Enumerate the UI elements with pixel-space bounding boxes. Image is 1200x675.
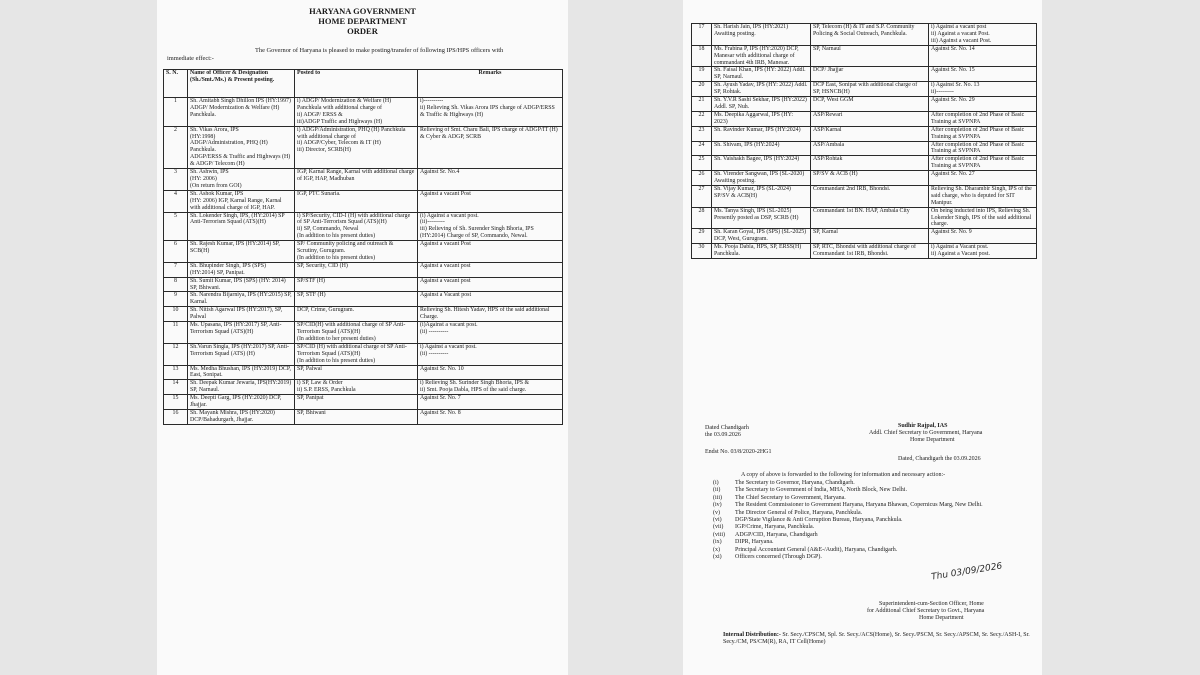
cell-sn: 8	[164, 277, 188, 292]
cell-officer: Ms. Upasana, IPS (HY:2017) SP, Anti-Terrorism Squad (ATS)(H)	[188, 322, 295, 344]
cell-officer: Sh. Virender Sangwan, IPS (SL-2020) Awaiting posting.	[712, 171, 811, 186]
cell-officer: Sh. Amitabh Singh Dhillon IPS (HY:1997) ADGP/ Modernization & Welfare (H) Panchkula.	[188, 98, 295, 127]
cell-posted: i) SP, Law & Order ii) S.P. ERSS, Panchkula	[295, 380, 418, 395]
list-item-text: The Chief Secretary to Government, Haryana.	[735, 494, 846, 501]
cell-posted: ASP/Ambala	[811, 141, 929, 156]
cell-remarks: Against a vacant Post	[418, 241, 563, 263]
cell-remarks: Against Sr. No. 8	[418, 409, 563, 424]
table-row	[164, 277, 563, 292]
list-item-number: (ii)	[713, 487, 721, 494]
cell-officer: Sh. Deepak Kumar Jewaria, IPS(HY:2019) SP, Narnaul.	[188, 380, 295, 395]
cell-posted: SP, Bhiwani	[295, 409, 418, 424]
list-item-number: (iv)	[713, 502, 722, 509]
cell-posted: SP, Palwal	[295, 365, 418, 380]
cell-sn: 23	[692, 126, 712, 141]
cell-posted: ASP/Karnal	[811, 126, 929, 141]
copy-intro: A copy of above is forwarded to the following for information and necessary action:-	[741, 472, 946, 478]
cell-remarks: After completion of 2nd Phase of Basic Training at SVPNPA	[929, 111, 1037, 126]
cell-sn: 24	[692, 141, 712, 156]
cell-sn: 5	[164, 212, 188, 241]
cell-officer: Ms. Deepika Aggarwal, IPS (HY: 2023)	[712, 111, 811, 126]
list-item	[713, 547, 1033, 554]
table-row	[692, 185, 1037, 207]
cell-remarks: Relieving Sh. Dharambir Singh, IPS of the said charge, who is deputed for SIT Manipur.	[929, 185, 1037, 207]
cell-posted: i) SP/Security, CID-I (H) with additional charge of SP Anti-Terrorism Squad (ATS)(H) ii) SP, Commando, Newal (In addition to his present duties)	[295, 212, 418, 241]
cell-remarks: Against Sr. No. 27	[929, 171, 1037, 186]
right-margin	[1042, 0, 1200, 675]
table-row	[692, 141, 1037, 156]
cell-sn: 16	[164, 409, 188, 424]
list-item-number: (v)	[713, 509, 720, 516]
table-row	[164, 169, 563, 191]
cell-sn: 9	[164, 292, 188, 307]
list-item	[713, 510, 1033, 517]
table-row	[164, 262, 563, 277]
table-row	[692, 67, 1037, 82]
list-item	[713, 524, 1033, 531]
cell-remarks: (i)Against a vacant post. (ii) ----------	[418, 322, 563, 344]
cell-sn: 10	[164, 307, 188, 322]
cell-posted: Commandant 1st BN. HAP, Ambala City	[811, 207, 929, 229]
list-item-text: The Secretary to Government of India, MHA, North Block, New Delhi.	[735, 487, 907, 494]
cell-posted: SP, RTC, Bhondsi with additional charge of Commandant 1st IRB, Bhondsi.	[811, 244, 929, 259]
order-page-1	[157, 0, 568, 675]
list-item	[713, 532, 1033, 539]
list-item-number: (i)	[713, 480, 719, 486]
list-item-text: DGP/State Vigilance & Anti Corruption Bureau, Haryana, Panchkula.	[735, 517, 903, 524]
header-department: HOME DEPARTMENT	[318, 16, 407, 26]
internal-distribution-text: Sr. Secy./CPSCM, Spl. Sr. Secy./ACS(Home), Sr. Secy./PSCM, Sr. Secy./APSCM, Sr. Secy./ASH-I, Sr. Secy./CM, PS/CM(R), RA, IT Cell(Home)	[723, 632, 1030, 646]
cell-officer: Sh. Ashwin, IPS (HY: 2006) (On return from GOI)	[188, 169, 295, 191]
table-row	[164, 212, 563, 241]
list-item	[713, 554, 1033, 561]
cell-officer: Sh. Sumit Kumar, IPS (SPS) (HY: 2014) SP, Bhiwani.	[188, 277, 295, 292]
cell-remarks: After completion of 2nd Phase of Basic Training at SVPNPA	[929, 141, 1037, 156]
table-row	[164, 395, 563, 410]
list-item	[713, 495, 1033, 502]
cell-sn: 22	[692, 111, 712, 126]
cell-remarks: Against a vacant post	[418, 262, 563, 277]
intro-line-2: immediate effect:-	[167, 55, 214, 62]
table-row	[164, 365, 563, 380]
cell-posted: DCP, Crime, Gurugram.	[295, 307, 418, 322]
cell-officer: Sh. Vaishakh Bagee, IPS (HY:2024)	[712, 156, 811, 171]
cell-remarks: Against a vacant post	[418, 277, 563, 292]
list-item-number: (viii)	[713, 531, 725, 538]
cell-sn: 30	[692, 244, 712, 259]
internal-distribution-label: Internal Distribution:-	[723, 632, 781, 638]
left-margin	[0, 0, 157, 675]
superintendent-line-3: Home Department	[919, 615, 964, 621]
header-order: ORDER	[347, 26, 378, 36]
order-page-2	[683, 0, 1042, 675]
cell-remarks: i) Against a vacant post ii) Against a vacant Post. iii) Against a vacant Post.	[929, 24, 1037, 46]
cell-posted: DCP, West GGM	[811, 97, 929, 112]
list-item-text: The Secretary to Governor, Haryana, Chandigarh.	[735, 480, 855, 486]
dated-date: the 03.09.2026	[705, 432, 741, 438]
cell-remarks: Relieving Sh. Hitesh Yadav, HPS of the said additional Charge.	[418, 307, 563, 322]
cell-officer: Sh. Ashok Kumar, IPS (HY: 2006) IGP, Karnal Range, Karnal with additional charge of IGP, HAP.	[188, 190, 295, 212]
intro-paragraph	[167, 47, 562, 63]
list-item-text: The Resident Commissioner to Government Haryana, Haryana Bhawan, Copernicus Marg, New Delhi.	[735, 502, 983, 509]
header-government: HARYANA GOVERNMENT	[309, 6, 416, 16]
cell-officer: Sh. Faisal Khan, IPS (HY: 2022) Addl. SP, Narnaul.	[712, 67, 811, 82]
cell-posted: SP, Telecom (H) & IT and S.P. Community Policing & Social Outreach, Panchkula.	[811, 24, 929, 46]
cell-remarks: i)---------- ii) Relieving Sh. Vikas Arora IPS charge of ADGP/ERSS & Traffic & Highways (H)	[418, 98, 563, 127]
table-row	[164, 292, 563, 307]
signatory-name: Sudhir Rajpal, IAS	[898, 423, 948, 429]
cell-remarks: Against Sr. No. 14	[929, 45, 1037, 67]
cell-officer: Sh. Nitish Agarwal IPS (HY:2017), SP, Palwal	[188, 307, 295, 322]
cell-officer: Sh. Narendra Bijarniya, IPS (HY:2015) SP, Karnal.	[188, 292, 295, 307]
cell-sn: 14	[164, 380, 188, 395]
list-item-number: (vii)	[713, 524, 724, 531]
cell-remarks: Against Sr. No. 7	[418, 395, 563, 410]
signatory-title-2: Home Department	[910, 437, 955, 443]
table-row	[164, 307, 563, 322]
cell-posted: DCP/ Jhajjar	[811, 67, 929, 82]
cell-posted: SP/SV & ACB (H)	[811, 171, 929, 186]
endorsement-number: Endst No. 03/8/2020-2HG1	[705, 449, 772, 455]
cell-officer: Sh. Y.V.R Sashi Sekhar, IPS (HY:2022) Addl. SP, Nuh.	[712, 97, 811, 112]
list-item-number: (ix)	[713, 539, 722, 546]
cell-sn: 4	[164, 190, 188, 212]
table-row	[692, 156, 1037, 171]
dated-place: Dated Chandigarh	[705, 425, 749, 431]
cell-sn: 20	[692, 82, 712, 97]
cell-officer: Sh. Vijay Kumar, IPS (SL-2024) SP/SV & ACB(H)	[712, 185, 811, 207]
cell-officer: Ms. Deepti Garg, IPS (HY:2020) DCP, Jhajjar.	[188, 395, 295, 410]
cell-officer: Sh. Bhupinder Singh, IPS (SPS) (HY:2014) SP, Panipat.	[188, 262, 295, 277]
cell-officer: Ms. Frabina P, IPS (HY:2020) DCP, Manesar with additional charge of commandant 4th IRB, Manesar.	[712, 45, 811, 67]
cell-sn: 26	[692, 171, 712, 186]
cell-remarks: Relieving of Smt. Charu Bali, IPS charge of ADGP/IT (H) & Cyber & ADGP, SCRB	[418, 126, 563, 168]
superintendent-line-1: Superintendent-cum-Section Officer, Home	[879, 601, 984, 607]
table-row	[164, 241, 563, 263]
table-row	[692, 111, 1037, 126]
posting-table-page-2	[691, 23, 1037, 259]
cell-sn: 17	[692, 24, 712, 46]
list-item	[713, 502, 1033, 509]
list-item	[713, 487, 1033, 494]
list-item-text: The Director General of Police, Haryana, Panchkula.	[735, 509, 863, 516]
table-row	[692, 126, 1037, 141]
cell-sn: 15	[164, 395, 188, 410]
cell-posted: SP, Panipat	[295, 395, 418, 410]
cell-posted: SP/CID (H) with additional charge of SP Anti-Terrorism Squad (ATS)(H) (In addition to his present duties)	[295, 343, 418, 365]
col-header-officer: Name of Officer & Designation (Sh./Smt./Ms.) & Present posting.	[188, 70, 295, 98]
cell-remarks: Against Sr. No. 10	[418, 365, 563, 380]
cell-remarks: Against a vacant Post	[418, 190, 563, 212]
cell-remarks: Against Sr. No. 29	[929, 97, 1037, 112]
signatory-title-1: Addl. Chief Secretary to Government, Haryana	[869, 430, 983, 436]
cell-remarks: (i) Against a vacant post. (ii)--------- iii) Relieving of Sh. Surender Singh Bhoria, IPS (HY:2014) Charge of SP, Commando, Newal.	[418, 212, 563, 241]
cell-posted: i) ADGP/Administration, PHQ (H) Panchkula with additional charge of ii) ADGP/Cyber, Telecom & IT (H) iii) Director, SCRB(H)	[295, 126, 418, 168]
cell-sn: 28	[692, 207, 712, 229]
list-item-text: ADGP/CID, Haryana, Chandigarh	[735, 531, 818, 538]
cell-remarks: On being inducted into IPS, Relieving Sh. Lokender Singh, IPS of the said additional charge.	[929, 207, 1037, 229]
cell-sn: 21	[692, 97, 712, 112]
cell-sn: 25	[692, 156, 712, 171]
cell-officer: Ms. Tanya Singh, IPS (SL-2025) Presently posted as DSP, SCRB (H)	[712, 207, 811, 229]
cell-posted: SP, Narnaul	[811, 45, 929, 67]
cell-sn: 2	[164, 126, 188, 168]
cell-officer: Sh. Karan Goyal, IPS (SPS) (SL-2025) DCP, West, Gurugram.	[712, 229, 811, 244]
superintendent-line-2: for Additional Chief Secretary to Govt., Haryana	[867, 608, 985, 614]
cell-posted: i) ADGP/ Modernization & Welfare (H) Panchkula with additional charge of ii) ADGP/ ERSS & iii)ADGP Traffic and Highways (H)	[295, 98, 418, 127]
cell-sn: 12	[164, 343, 188, 365]
table-header-row	[164, 70, 563, 98]
list-item-number: (xi)	[713, 554, 722, 561]
table-row	[164, 190, 563, 212]
cell-officer: Sh. Shivam, IPS (HY:2024)	[712, 141, 811, 156]
cell-remarks: Against a Vacant post	[418, 292, 563, 307]
cell-posted: SP/STF (H)	[295, 277, 418, 292]
cell-sn: 13	[164, 365, 188, 380]
cell-officer: Sh.Varun Singla, IPS (HY:2017) SP, Anti-Terrorism Squad (ATS) (H)	[188, 343, 295, 365]
cell-officer: Sh. Ravinder Kumar, IPS (HY:2024)	[712, 126, 811, 141]
center-gap	[568, 0, 683, 675]
cell-posted: IGP, Karnal Range, Karnal with additional charge of IGP, HAP, Madhuban	[295, 169, 418, 191]
cell-officer: Sh. Rajesh Kumar, IPS (HY:2014) SP, SCB(H)	[188, 241, 295, 263]
cell-remarks: i) Against a vacant post. (ii) ----------	[418, 343, 563, 365]
list-item	[713, 517, 1033, 524]
table-row	[692, 82, 1037, 97]
table-row	[692, 207, 1037, 229]
cell-posted: SP/CID(H) with additional charge of SP Anti-Terrorism Squad (ATS)(H) (In addition to her present duties)	[295, 322, 418, 344]
list-item-number: (vi)	[713, 517, 722, 524]
cell-remarks: i) Against Sr. No. 13 ii)---------	[929, 82, 1037, 97]
col-header-sn: S. N.	[164, 70, 188, 98]
table-row	[164, 380, 563, 395]
cell-officer: Ms. Medha Bhushan, IPS (HY:2019) DCP, East, Sonipat.	[188, 365, 295, 380]
cell-remarks: Against Sr. No. 15	[929, 67, 1037, 82]
cell-officer: Sh. Mayank Mishra, IPS (HY:2020) DCP/Bahadurgarh, Jhajjar.	[188, 409, 295, 424]
cell-posted: SP/ Community policing and outreach & Scrutiny, Gurugram. (In addition to his present duties)	[295, 241, 418, 263]
col-header-posted: Posted to	[295, 70, 418, 98]
cell-remarks: i) Against a Vacant post. ii) Against a Vacant post.	[929, 244, 1037, 259]
table-row	[164, 126, 563, 168]
table-row	[692, 24, 1037, 46]
table-row	[164, 322, 563, 344]
table-row	[692, 171, 1037, 186]
cell-sn: 27	[692, 185, 712, 207]
cell-officer: Sh. Ayush Yadav, IPS (HY: 2022) Addl. SP, Rohtak.	[712, 82, 811, 97]
cell-remarks: After completion of 2nd Phase of Basic Training at SVPNPA	[929, 156, 1037, 171]
cell-sn: 19	[692, 67, 712, 82]
cell-remarks: Against Sr. No.4	[418, 169, 563, 191]
intro-line-1: The Governor of Haryana is pleased to make posting/transfer of following IPS/HPS officers with	[255, 47, 504, 54]
table-row	[164, 343, 563, 365]
table-row	[164, 98, 563, 127]
cell-remarks: i) Relieving Sh. Surinder Singh Bhoria, IPS & ii) Smt. Pooja Dabla, HPS of the said charge.	[418, 380, 563, 395]
handwritten-date: Thu 03/09/2026	[930, 561, 1003, 583]
cell-officer: Sh. Vikas Arora, IPS (HY:1998) ADGP/Administration, PHQ (H) Panchkula. ADGP/ERSS & Traffic and Highways (H) & ADGP/ Telecom (H)	[188, 126, 295, 168]
table-row	[692, 244, 1037, 259]
table-row	[692, 45, 1037, 67]
cell-sn: 1	[164, 98, 188, 127]
cell-posted: Commandant 2nd IRB, Bhondsi.	[811, 185, 929, 207]
cell-officer: Sh. Lokender Singh, IPS, (HY:2014) SP Anti-Terrorism Squad (ATS)(H)	[188, 212, 295, 241]
cell-remarks: Against Sr. No. 9	[929, 229, 1037, 244]
cell-sn: 3	[164, 169, 188, 191]
cell-sn: 7	[164, 262, 188, 277]
cell-sn: 6	[164, 241, 188, 263]
table-row	[164, 409, 563, 424]
col-header-remarks: Remarks	[418, 70, 563, 98]
cell-posted: IGP, PTC Sunaria.	[295, 190, 418, 212]
cell-posted: SP, Security, CID (H)	[295, 262, 418, 277]
cell-sn: 29	[692, 229, 712, 244]
cell-sn: 11	[164, 322, 188, 344]
cell-posted: ASP/Rewari	[811, 111, 929, 126]
list-item-text: DIPR, Haryana.	[735, 539, 774, 546]
list-item-number: (x)	[713, 546, 720, 553]
list-item-number: (iii)	[713, 494, 722, 501]
list-item-text: Principal Accountant General (A&E-/Audit), Haryana, Chandigarh.	[735, 546, 898, 553]
cell-remarks: After completion of 2nd Phase of Basic Training at SVPNPA	[929, 126, 1037, 141]
cell-officer: Sh. Harish Jain, IPS (HY:2021) Awaiting posting.	[712, 24, 811, 46]
endorsement-date: Dated, Chandigarh the 03.09.2026	[898, 456, 981, 462]
cell-posted: DCP East, Sonipat with additional charge of SP, HSNCB(H)	[811, 82, 929, 97]
internal-distribution	[723, 632, 1033, 647]
cell-officer: Ms. Pooja Dabla, HPS, SP, ERSS(H) Panchkula.	[712, 244, 811, 259]
cell-sn: 18	[692, 45, 712, 67]
list-item-text: IGP/Crime, Haryana, Panchkula.	[735, 524, 815, 531]
list-item	[713, 539, 1033, 546]
cell-posted: ASP/Rohtak	[811, 156, 929, 171]
table-row	[692, 229, 1037, 244]
copy-to-list	[713, 480, 1033, 561]
table-row	[692, 97, 1037, 112]
cell-posted: SP, Karnal	[811, 229, 929, 244]
list-item-text: Officers concerned (Through DGP).	[735, 554, 822, 561]
posting-table-page-1	[163, 69, 563, 425]
cell-posted: SP, STF (H)	[295, 292, 418, 307]
